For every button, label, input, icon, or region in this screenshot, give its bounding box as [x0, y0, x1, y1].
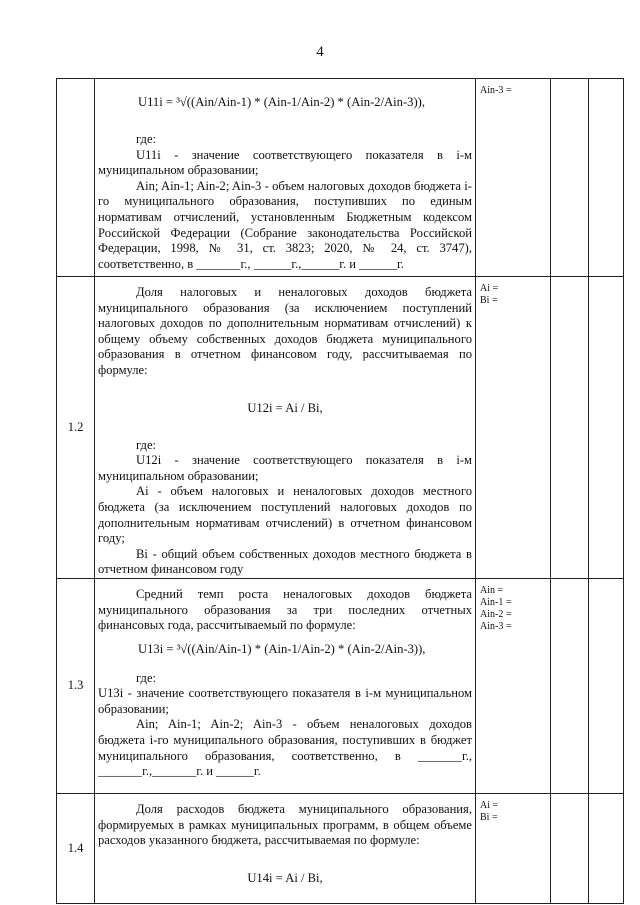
formula: U13i = ³√((Ain/Ain-1) * (Ain-1/Ain-2) * (Ain-2/Ain-3)),: [138, 641, 426, 656]
page-number: 4: [316, 44, 324, 60]
variable-definition: Ain; Ain-1; Ain-2; Ain-3 - объем налоговых доходов бюджета i-го муниципального образования, поступивших по единым нормативам отчислений, установленным Бюджетным кодексом Российской Федерации (Собрание законодательства Российской Федерации, 1998, № 31, ст. 3823; 2020, № 24, ст. 3747), соответственно, в _______г., ______г.,______г. и ______г.: [98, 178, 472, 271]
row-number-cell: [57, 79, 95, 277]
where-label: где:: [136, 132, 157, 146]
empty-cell: [589, 578, 624, 793]
indicator-definition: U12i - значение соответствующего показателя в i-м муниципальном образовании;: [98, 453, 472, 483]
formula: U11i = ³√((Ain/Ain-1) * (Ain-1/Ain-2) * (Ain-2/Ain-3)),: [138, 95, 425, 109]
empty-cell: [551, 793, 589, 903]
table-row: [57, 79, 624, 277]
description-cell: [95, 793, 476, 903]
empty-cell: [589, 79, 624, 277]
indicator-intro: Средний темп роста неналоговых доходов бюджета муниципального образования за три последних отчетных финансовых года, рассчитываемый по формуле:: [98, 586, 472, 633]
empty-cell: [551, 578, 589, 793]
row-number-cell: 1.4: [57, 793, 95, 903]
variable-definition: Ain; Ain-1; Ain-2; Ain-3 - объем неналоговых доходов бюджета i-го муниципального образования, поступивших в бюджет муниципального образования, соответственно, в _______г., _______г.,_______г. и ______г.: [98, 717, 472, 779]
indicator-definition: U11i - значение соответствующего показателя в i-м муниципальном образовании;: [98, 147, 472, 178]
empty-cell: [551, 79, 589, 277]
table-row: [57, 277, 624, 579]
variable-label: Bi =: [480, 295, 498, 306]
indicator-intro: Доля расходов бюджета муниципального образования, формируемых в рамках муниципальных программ, в общем объеме расходов указанного бюджета, рассчитываемая по формуле:: [98, 801, 472, 848]
indicator-intro: Доля налоговых и неналоговых доходов бюджета муниципального образования (за исключением поступлений налоговых доходов по дополнительным нормативам отчислений) к общему объему собственных доходов бюджета муниципального образования в отчетном финансовом году, рассчитываемая по формуле:: [98, 285, 472, 377]
table-row: [57, 578, 624, 793]
variables-cell: [476, 793, 551, 903]
variable-definition: Bi - общий объем собственных доходов местного бюджета в отчетном финансовом году: [98, 546, 472, 577]
row-number-cell: 1.2: [57, 277, 95, 579]
indicator-definition: U13i - значение соответствующего показателя в i-м муниципальном образовании;: [98, 686, 472, 716]
description-cell: [95, 277, 476, 579]
variable-definition: Ai - объем налоговых и неналоговых доходов местного бюджета (за исключением поступлений налоговых доходов по дополнительным нормативам отчислений) в отчетном финансовом году;: [98, 484, 472, 546]
empty-cell: [589, 793, 624, 903]
description-cell: [95, 578, 476, 793]
where-label: где:: [136, 437, 157, 452]
variable-label: Bi =: [480, 811, 498, 823]
variable-label: Ain-3 =: [480, 85, 512, 96]
description-cell: [95, 79, 476, 277]
variable-label: Ain =: [480, 584, 504, 596]
formula: U14i = Ai / Bi,: [247, 870, 323, 885]
variable-label: Ai =: [480, 283, 499, 294]
row-number-cell: 1.3: [57, 578, 95, 793]
empty-cell: [551, 277, 589, 579]
empty-cell: [589, 277, 624, 579]
variable-label: Ain-1 =: [480, 596, 512, 608]
where-label: где:: [136, 670, 157, 685]
variable-label: Ai =: [480, 799, 499, 811]
variables-cell: [476, 79, 551, 277]
table-row: [57, 793, 624, 903]
variables-cell: [476, 277, 551, 579]
variable-label: Ain-3 =: [480, 620, 512, 632]
formula: U12i = Ai / Bi,: [247, 400, 323, 415]
variables-cell: [476, 578, 551, 793]
variable-label: Ain-2 =: [480, 608, 512, 620]
indicator-table: [56, 78, 624, 904]
